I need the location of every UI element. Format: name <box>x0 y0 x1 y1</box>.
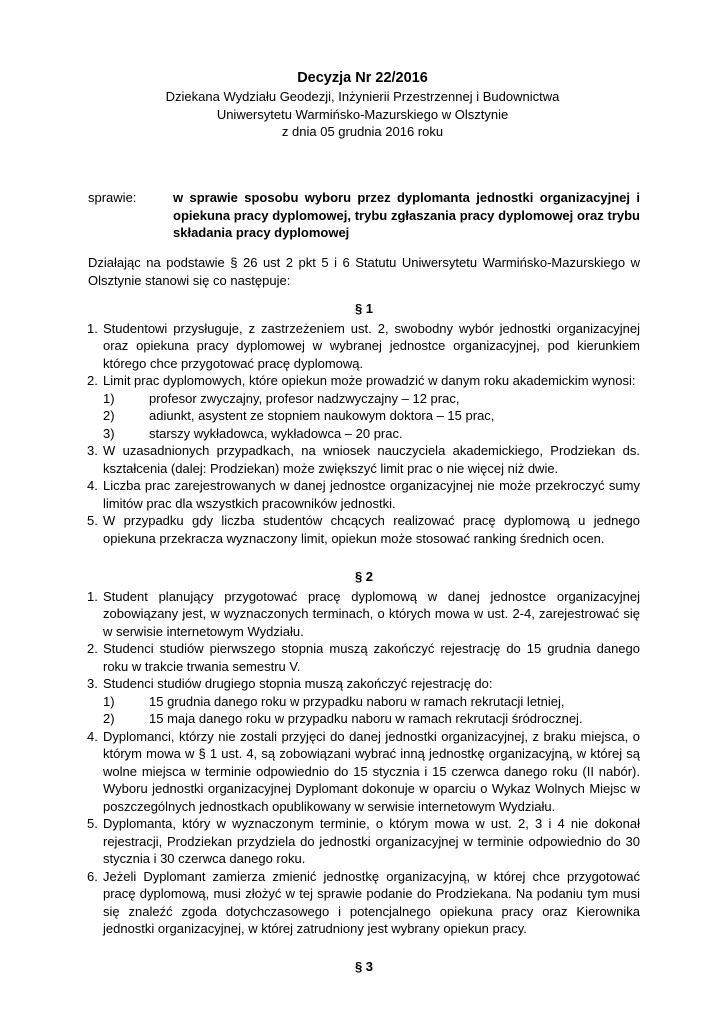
sub-item-number: 3) <box>103 425 115 441</box>
item-number: 3. <box>87 676 98 691</box>
list-item <box>88 640 640 675</box>
sub-list-item <box>103 390 640 408</box>
item-text: Dyplomanci, którzy nie zostali przyjęci do danej jednostki organizacyjnej, z braku miejsca, o którym mowa w § 1 ust. 4, są zobowiązani wybrać inną jednostkę organizacyjną, w której są wolne miejsca w terminie odpowiednio do 15 stycznia i 15 czerwca danego roku (II nabór). Wyboru jednostki organizacyjnej Dyplomant dokonuje w oparciu o Wykaz Wolnych Miejsc w poszczególnych jednostkach opublikowany w serwisie internetowym Wydziału. <box>103 728 640 814</box>
list-item <box>88 815 640 868</box>
item-text: Studenci studiów pierwszego stopnia muszą zakończyć rejestrację do 15 grudnia danego roku w trakcie trwania semestru V. <box>103 641 640 674</box>
sub-item-text: adiunkt, asystent ze stopniem naukowym doktora – 15 prac, <box>149 408 495 423</box>
list-item <box>88 512 640 547</box>
item-text: Jeżeli Dyplomant zamierza zmienić jednostkę organizacyjną, w której chce przygotować pracę dyplomową, musi złożyć w tej sprawie podanie do Prodziekana. Na podaniu tym musi się znaleźć zgoda dotychczasowego i potencjalnego opiekuna pracy oraz Kierownika jednostki organizacyjnej, w której zatrudniony jest wybrany opiekun pracy. <box>103 868 640 936</box>
item-number: 4. <box>87 728 98 744</box>
item-text: Liczba prac zarejestrowanych w danej jednostce organizacyjnej nie może przekroczyć sumy limitów prac dla wszystkich pracowników jednostki. <box>103 478 640 511</box>
decision-title: Decyzja Nr 22/2016 <box>297 70 428 86</box>
item-text: W uzasadnionych przypadkach, na wniosek nauczyciela akademickiego, Prodziekan ds. kształcenia (dalej: Prodziekan) może zwiększyć limit prac o nie więcej niż dwie. <box>103 443 640 476</box>
list-item <box>88 442 640 477</box>
intro-paragraph: Działając na podstawie § 26 ust 2 pkt 5 i 6 Statutu Uniwersytetu Warmińsko-Mazurskiego w Olsztynie stanowi się co następuje: <box>88 255 640 288</box>
item-text: Studenci studiów drugiego stopnia muszą zakończyć rejestrację do: <box>103 676 493 691</box>
sub-list <box>103 693 640 728</box>
sub-item-text: profesor zwyczajny, profesor nadzwyczajny – 12 prac, <box>149 390 460 406</box>
list-item <box>88 588 640 641</box>
list-item <box>88 728 640 816</box>
section-1-list <box>88 320 640 548</box>
item-number: 3. <box>87 443 98 458</box>
item-number: 4. <box>87 478 98 493</box>
section-3-heading: § 3 <box>354 958 374 974</box>
sub-list-item <box>103 710 640 728</box>
sub-list-item <box>103 425 640 443</box>
sub-list-item <box>103 693 640 711</box>
university-line: Uniwersytetu Warmińsko-Mazurskiego w Olsztynie <box>216 106 509 122</box>
sub-item-number: 2) <box>103 408 115 423</box>
section-2-heading: § 2 <box>354 569 374 584</box>
item-number: 2. <box>87 641 98 656</box>
subject-block <box>88 189 640 242</box>
list-item <box>88 675 640 728</box>
document-header <box>0 68 725 141</box>
list-item <box>88 868 640 938</box>
sub-list-item <box>103 407 640 425</box>
item-text: Student planujący przygotować pracę dyplomową w danej jednostce organizacyjnej zobowiązany jest, w wyznaczonych terminach, o których mowa w ust. 2-4, zarejestrować się w serwisie internetowym Wydziału. <box>103 588 640 639</box>
item-number: 1. <box>87 320 98 336</box>
subject-text: w sprawie sposobu wyboru przez dyplomanta jednostki organizacyjnej i opiekuna pracy dyplomowej, trybu zgłaszania pracy dyplomowej oraz trybu składania pracy dyplomowej <box>173 190 640 240</box>
sub-item-text: starszy wykładowca, wykładowca – 20 prac. <box>149 425 403 441</box>
issuer-line: Dziekana Wydziału Geodezji, Inżynierii Przestrzennej i Budownictwa <box>165 89 560 104</box>
date-line: z dnia 05 grudnia 2016 roku <box>281 124 444 139</box>
sub-item-text: 15 maja danego roku w przypadku naboru w ramach rekrutacji śródrocznej. <box>149 711 583 726</box>
sub-item-number: 1) <box>103 693 115 709</box>
item-number: 5. <box>87 816 98 831</box>
item-text: Limit prac dyplomowych, które opiekun może prowadzić w danym roku akademickim wynosi: <box>103 373 636 388</box>
list-item <box>88 320 640 373</box>
item-number: 2. <box>87 373 98 388</box>
section-1-heading: § 1 <box>354 301 374 316</box>
item-text: Studentowi przysługuje, z zastrzeżeniem ust. 2, swobodny wybór jednostki organizacyjnej oraz opiekuna pracy dyplomowej w wybranej jednostce organizacyjnej, pod kierunkiem którego chce przygotować pracę dyplomową. <box>103 320 640 371</box>
list-item <box>88 372 640 442</box>
item-number: 1. <box>87 588 98 604</box>
item-number: 6. <box>87 868 98 884</box>
subject-label: sprawie: <box>88 190 137 205</box>
item-number: 5. <box>87 513 98 528</box>
sub-item-number: 2) <box>103 711 115 726</box>
sub-item-text: 15 grudnia danego roku w przypadku naboru w ramach rekrutacji letniej, <box>149 693 565 709</box>
sections-container <box>88 300 640 977</box>
section-2-list <box>88 588 640 938</box>
item-text: W przypadku gdy liczba studentów chcących realizować pracę dyplomową u jednego opiekuna przekracza wyznaczony limit, opiekun może stosować ranking średnich ocen. <box>103 513 640 546</box>
list-item <box>88 477 640 512</box>
sub-list <box>103 390 640 443</box>
item-text: Dyplomanta, który w wyznaczonym terminie, o którym mowa w ust. 2, 3 i 4 nie dokonał rejestracji, Prodziekan przydziela do jednostki organizacyjnej w terminie odpowiednio do 30 stycznia i 30 czerwca danego roku. <box>103 816 640 866</box>
sub-item-number: 1) <box>103 390 115 406</box>
